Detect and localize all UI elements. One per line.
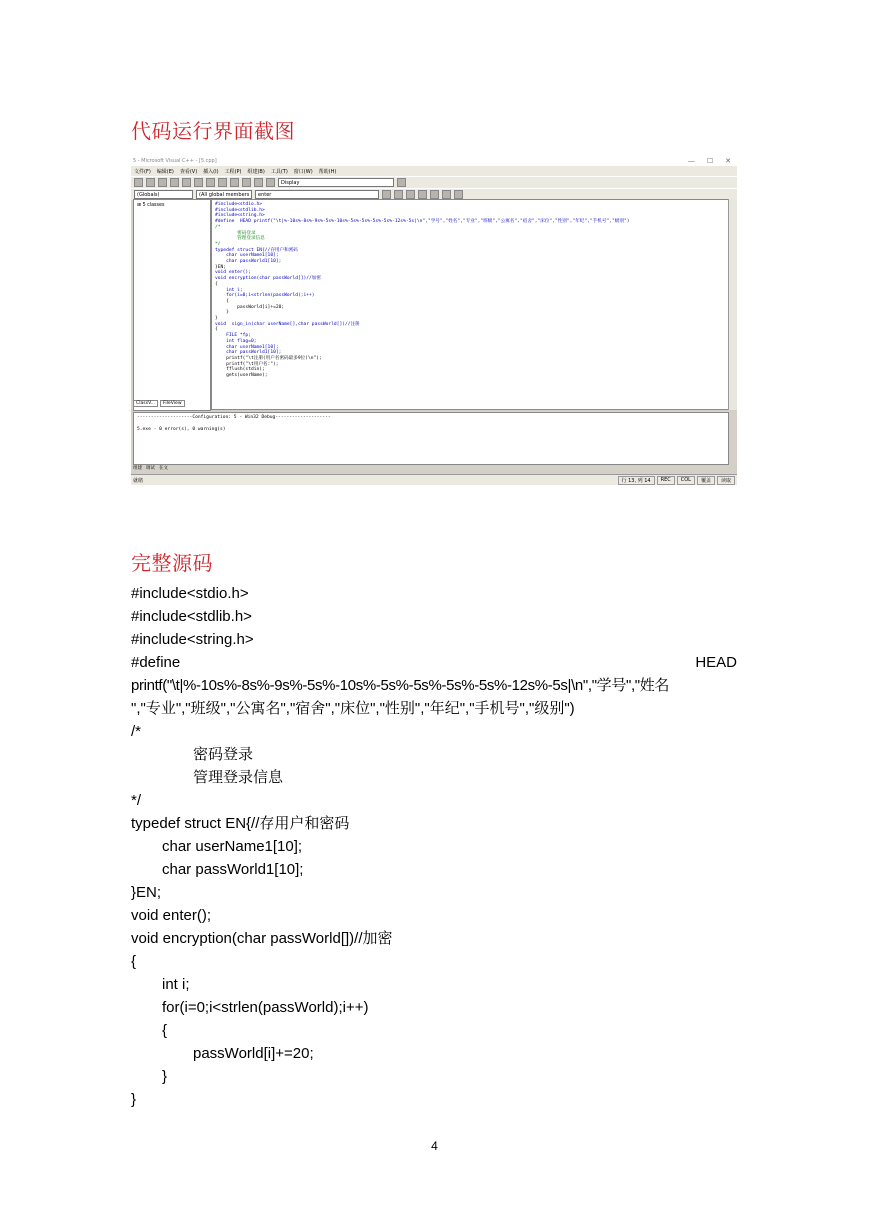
editor-code-line: {	[215, 298, 229, 304]
code-line: void enter();	[131, 907, 212, 924]
close-icon[interactable]: ✕	[725, 157, 731, 165]
cut-icon[interactable]	[182, 178, 191, 187]
tab-build[interactable]: 组建	[133, 466, 142, 471]
tree-root-label[interactable]: 5 classes	[142, 203, 165, 208]
menu-help[interactable]: 帮助(H)	[318, 168, 337, 175]
editor-scrollbar[interactable]	[728, 199, 737, 410]
find-icon[interactable]	[397, 178, 406, 187]
editor-code-line: char userName1[10];	[215, 344, 279, 350]
output-icon[interactable]	[254, 178, 263, 187]
menu-view[interactable]: 查看(V)	[179, 168, 198, 175]
ide-title: 5 - Microsoft Visual C++ - [5.cpp]	[133, 158, 217, 164]
output-tabs	[133, 464, 253, 472]
source-code	[131, 582, 737, 1111]
code-line: printf("\t|%-10s%-8s%-9s%-5s%-10s%-5s%-5s%-5s%-5s%-12s%-5s|\n","学号","姓名	[131, 677, 670, 694]
menu-project[interactable]: 工程(P)	[224, 168, 242, 175]
editor-code-line: */	[215, 241, 221, 247]
editor-code-line: /*	[215, 224, 221, 230]
ovr-indicator: 覆盖	[697, 476, 715, 485]
code-line: }	[162, 1068, 168, 1085]
editor-code-line: gets(userName);	[215, 373, 268, 379]
editor-code-line: printf("\t用户名:");	[215, 361, 279, 367]
maximize-icon[interactable]: ☐	[706, 157, 714, 165]
tab-find[interactable]: 在文	[159, 466, 168, 471]
editor-code-line: printf("\t注册(用户名密码最多9位)\n");	[215, 355, 322, 361]
paste-icon[interactable]	[206, 178, 215, 187]
editor-code-line: {	[215, 281, 218, 287]
define-keyword: #define	[131, 654, 181, 671]
menu-window[interactable]: 窗口(W)	[293, 168, 313, 175]
code-line: ","专业","班级","公寓名","宿舍","床位","性别","年纪","手机号","级别")	[131, 700, 575, 717]
editor-code-line: int flag=0;	[215, 338, 257, 344]
find-in-files-icon[interactable]	[266, 178, 275, 187]
editor-code-line: 管理登录信息	[215, 236, 265, 242]
code-line: {	[131, 953, 137, 970]
menu-file[interactable]: 文件(F)	[134, 168, 151, 175]
col-indicator: COL	[677, 476, 695, 485]
code-line: {	[162, 1022, 168, 1039]
go-icon[interactable]	[442, 190, 451, 199]
code-line: #include<string.h>	[131, 631, 254, 648]
menu-build[interactable]: 组建(B)	[247, 168, 265, 175]
screenshot-heading: 代码运行界面截图	[131, 119, 295, 143]
new-file-icon[interactable]	[134, 178, 143, 187]
editor-code-line: typedef struct EN{//存用户和密码	[215, 247, 298, 253]
ide-titlebar	[131, 156, 737, 166]
editor-code-line: #define HEAD printf("\t|%-10s%-8s%-9s%-5s%-10s%-5s%-5s%-5s%-5s%-12s%-5s|\n","学号","姓名","专业","班级","公寓名","宿舍","床位","性别","年纪","手机号","级别")	[215, 219, 630, 225]
status-text: 就绪	[133, 477, 144, 484]
save-icon[interactable]	[158, 178, 167, 187]
code-line: }EN;	[131, 884, 162, 901]
ide-screenshot	[131, 156, 737, 485]
define-name: HEAD	[695, 654, 737, 671]
code-line: void encryption(char passWorld[])//加密	[131, 930, 393, 947]
editor-code-line: void sign_in(char userName[],char passWorld[])//注册	[215, 321, 360, 327]
status-bar	[131, 474, 737, 485]
code-editor[interactable]	[211, 199, 729, 410]
read-indicator: 读取	[717, 476, 735, 485]
code-line: */	[131, 792, 142, 809]
workspace-icon[interactable]	[242, 178, 251, 187]
output-result-line: 5.exe - 0 error(s), 0 warning(s)	[137, 427, 226, 432]
compile-icon[interactable]	[394, 190, 403, 199]
redo-icon[interactable]	[230, 178, 239, 187]
execute-icon[interactable]	[430, 190, 439, 199]
tab-classview[interactable]: ClassV...	[133, 400, 158, 407]
editor-code-line: }EN;	[215, 264, 227, 270]
menu-tools[interactable]: 工具(T)	[270, 168, 288, 175]
code-line: passWorld[i]+=20;	[193, 1045, 314, 1062]
editor-code-line: passWorld[i]+=20;	[215, 304, 285, 310]
undo-icon[interactable]	[218, 178, 227, 187]
editor-code-line: #include<stdlib.h>	[215, 207, 265, 213]
members-combo[interactable]: (All global members	[196, 190, 252, 199]
minimize-icon[interactable]: —	[687, 157, 695, 165]
breakpoint-icon[interactable]	[454, 190, 463, 199]
editor-code-line: 密码登录	[215, 230, 256, 236]
rec-indicator: REC	[657, 476, 675, 485]
wizard-action-icon[interactable]	[382, 190, 391, 199]
code-line: for(i=0;i<strlen(passWorld);i++)	[162, 999, 369, 1016]
copy-icon[interactable]	[194, 178, 203, 187]
editor-code-line: int i;	[215, 287, 243, 293]
cursor-position: 行 13, 列 14	[618, 476, 655, 485]
code-line-define	[131, 651, 737, 674]
status-cells	[618, 476, 737, 485]
code-line: char passWorld1[10];	[162, 861, 304, 878]
editor-code-line: char passWorld1[10];	[215, 259, 282, 265]
editor-code-line: fflush(stdin);	[215, 367, 265, 373]
workspace-pane	[133, 199, 211, 411]
code-line: #include<stdlib.h>	[131, 608, 252, 625]
ide-toolbar-1	[131, 176, 737, 188]
function-combo[interactable]: enter	[255, 190, 379, 199]
code-line: typedef struct EN{//存用户和密码	[131, 815, 350, 832]
editor-code-line: }	[215, 310, 229, 316]
editor-code-line: for(i=0;i<strlen(passWorld);i++)	[215, 293, 315, 299]
editor-code-line: {	[215, 327, 218, 333]
code-line: /*	[131, 723, 142, 740]
find-combo[interactable]: Display	[278, 178, 394, 187]
code-line: 密码登录	[193, 745, 254, 763]
code-line: 管理登录信息	[193, 768, 284, 786]
editor-code-line: char userName1[10];	[215, 253, 279, 259]
source-heading: 完整源码	[131, 551, 213, 575]
tab-fileview[interactable]: FileView	[160, 400, 185, 407]
menu-insert[interactable]: 插入(I)	[203, 168, 219, 175]
editor-code-line: #include<string.h>	[215, 213, 265, 219]
globals-combo[interactable]: (Globals)	[134, 190, 193, 199]
editor-code-line: char passWorld1[10];	[215, 350, 282, 356]
editor-code-line: void enter();	[215, 270, 251, 276]
build-icon[interactable]	[406, 190, 415, 199]
menu-edit[interactable]: 编辑(E)	[156, 168, 174, 175]
tab-debug[interactable]: 调试	[146, 466, 155, 471]
open-file-icon[interactable]	[146, 178, 155, 187]
expand-icon[interactable]: ⊞	[137, 203, 142, 208]
output-pane	[133, 412, 729, 465]
output-config-line: --------------------Configuration: 5 - Win32 Debug--------------------	[137, 415, 331, 420]
workspace-tabs	[133, 400, 185, 407]
editor-code-line: }	[215, 316, 218, 322]
code-line: }	[131, 1091, 137, 1108]
page-number: 4	[431, 1139, 438, 1153]
ide-menubar	[131, 166, 737, 176]
editor-code-line: void encryption(char passWorld[])//加密	[215, 276, 321, 282]
editor-code-line: FILE *fp;	[215, 333, 251, 339]
class-tree	[134, 200, 210, 211]
window-controls	[688, 157, 737, 165]
stop-build-icon[interactable]	[418, 190, 427, 199]
save-all-icon[interactable]	[170, 178, 179, 187]
editor-code-line: #include<stdio.h>	[215, 202, 263, 207]
code-line: int i;	[162, 976, 190, 993]
code-line: char userName1[10];	[162, 838, 303, 855]
code-line: #include<stdio.h>	[131, 585, 249, 602]
